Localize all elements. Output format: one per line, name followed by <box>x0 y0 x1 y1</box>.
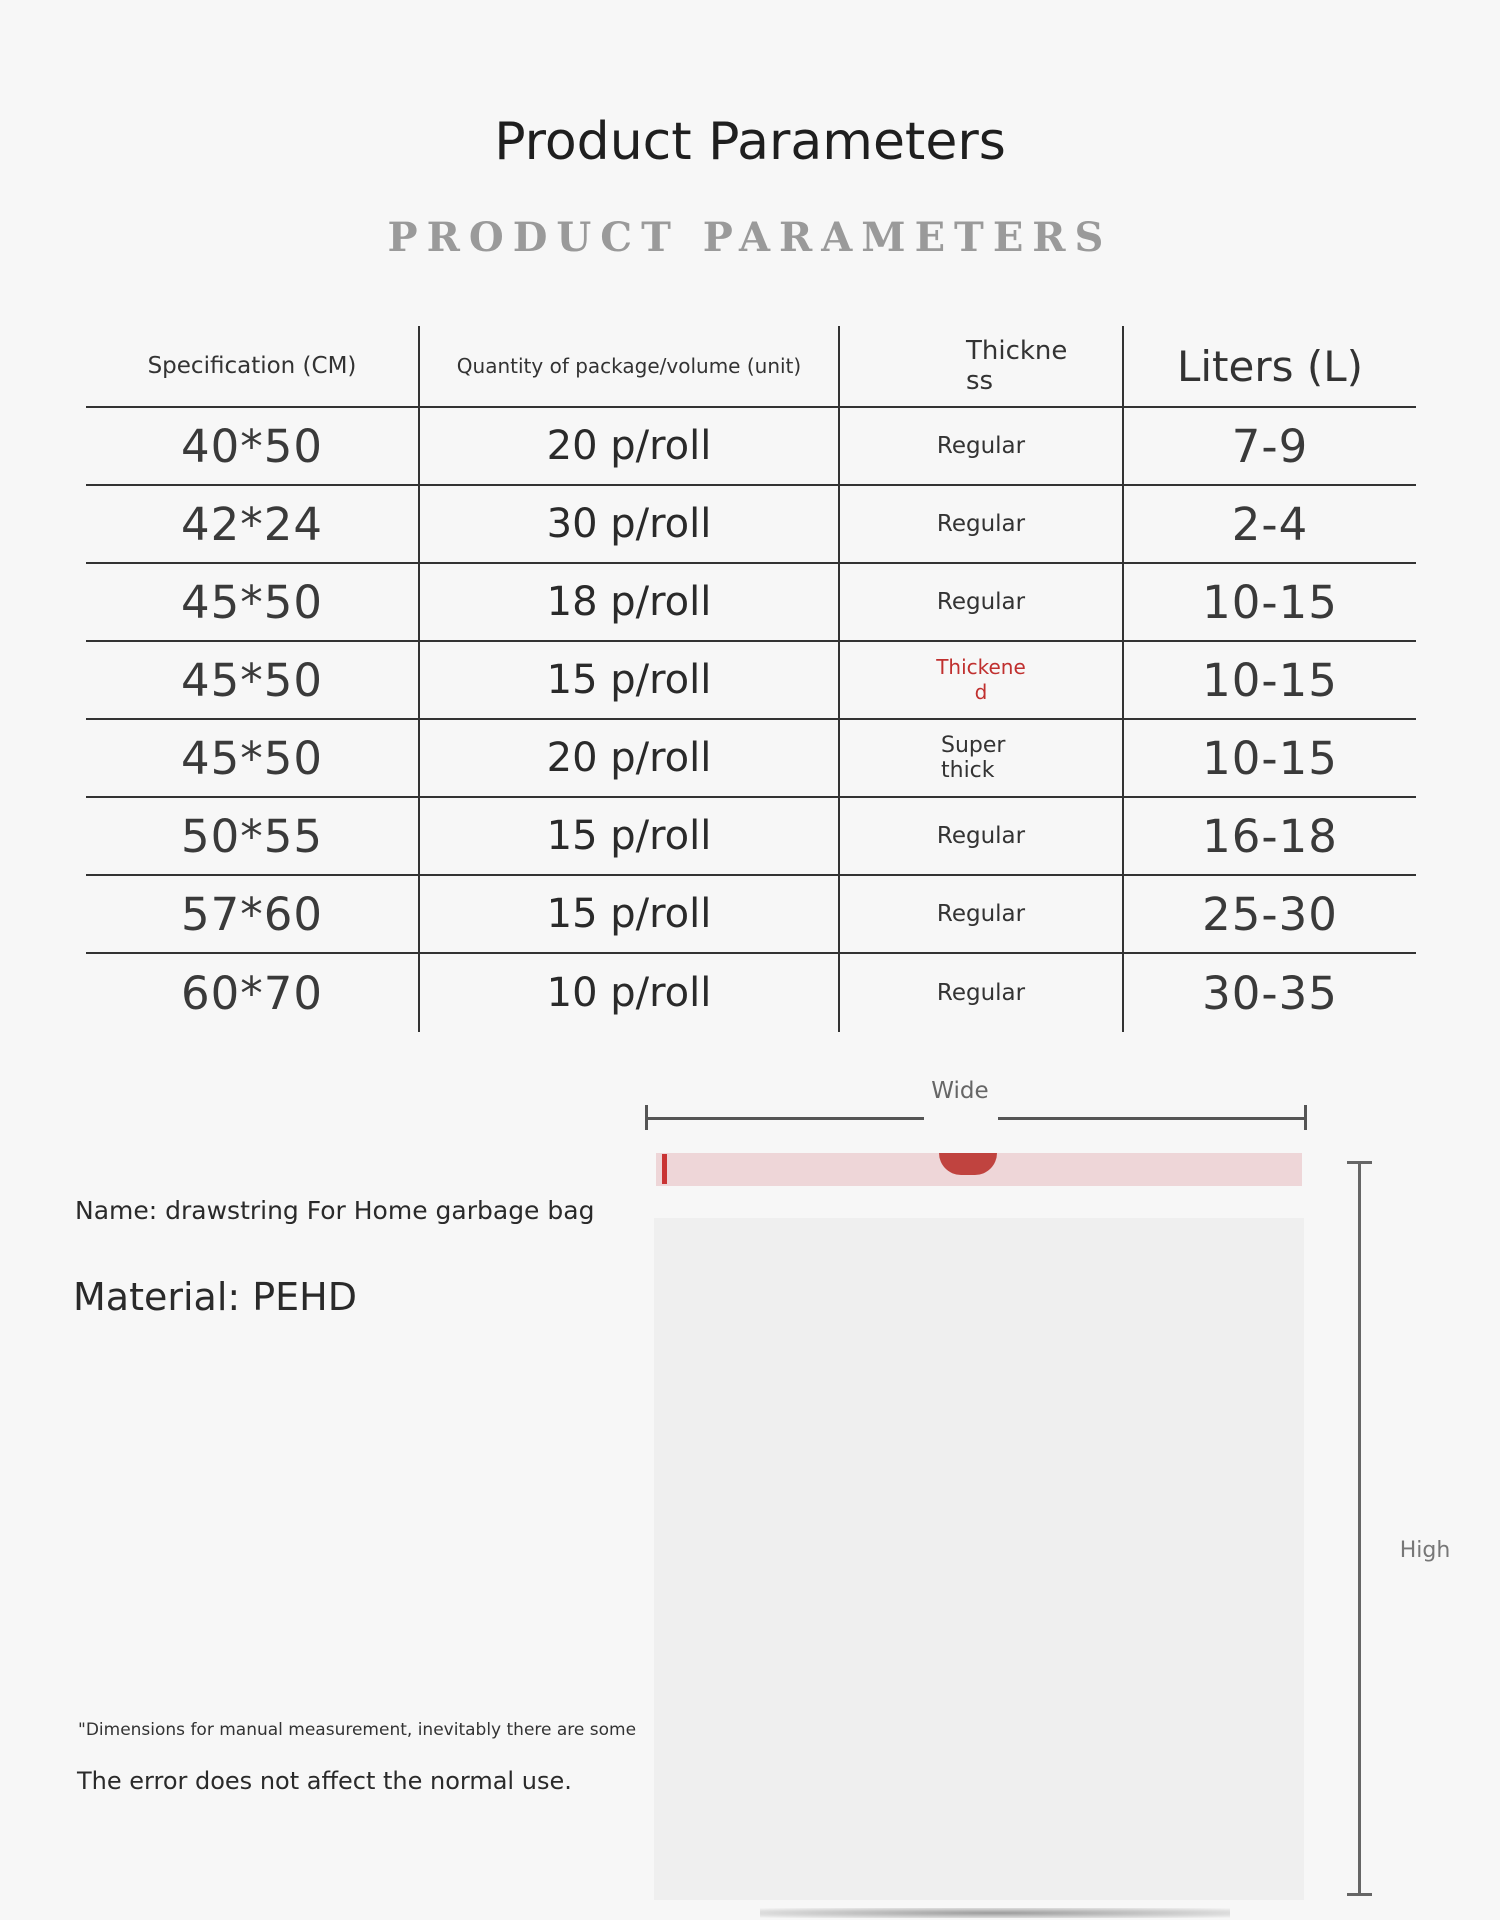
cell-liters: 7-9 <box>1123 407 1416 485</box>
table-header-row <box>86 326 1416 407</box>
header-liters: Liters (L) <box>1123 326 1416 407</box>
measurement-note-line1: "Dimensions for manual measurement, inevitably there are some <box>78 1720 637 1740</box>
cell-quantity: 15 p/roll <box>419 641 839 719</box>
cell-liters: 25-30 <box>1123 875 1416 953</box>
bag-body <box>654 1218 1304 1900</box>
cell-liters: 10-15 <box>1123 641 1416 719</box>
wide-dimension-line-left <box>646 1117 924 1120</box>
cell-spec: 50*55 <box>86 797 419 875</box>
cell-spec: 57*60 <box>86 875 419 953</box>
table-row <box>86 719 1416 797</box>
wide-tick-left <box>645 1105 648 1130</box>
cell-spec: 45*50 <box>86 641 419 719</box>
cell-thickness: Super thick <box>839 719 1123 797</box>
table-row <box>86 641 1416 719</box>
bag-shadow <box>760 1908 1230 1918</box>
header-thickness: Thickness <box>839 326 1123 407</box>
cell-thickness: Regular <box>839 953 1123 1032</box>
high-label: High <box>1399 1538 1451 1563</box>
wide-tick-right <box>1304 1105 1307 1130</box>
cell-thickness: Regular <box>839 563 1123 641</box>
cell-spec: 40*50 <box>86 407 419 485</box>
cell-quantity: 20 p/roll <box>419 407 839 485</box>
parameters-table <box>86 326 1416 1032</box>
cell-thickness: Regular <box>839 875 1123 953</box>
high-dimension-line <box>1358 1162 1361 1895</box>
cell-thickness: Thickened <box>839 641 1123 719</box>
cell-thickness: Regular <box>839 407 1123 485</box>
product-material: Material: PEHD <box>73 1275 358 1319</box>
cell-quantity: 10 p/roll <box>419 953 839 1032</box>
wide-label: Wide <box>931 1078 989 1104</box>
table-row <box>86 485 1416 563</box>
cell-spec: 45*50 <box>86 563 419 641</box>
table-row <box>86 875 1416 953</box>
cell-spec: 60*70 <box>86 953 419 1032</box>
header-quantity: Quantity of package/volume (unit) <box>419 326 839 407</box>
header-specification: Specification (CM) <box>86 326 419 407</box>
table-row <box>86 797 1416 875</box>
bag-band-marker <box>662 1154 667 1184</box>
product-name: Name: drawstring For Home garbage bag <box>75 1196 595 1225</box>
cell-liters: 10-15 <box>1123 563 1416 641</box>
high-tick-bottom <box>1347 1893 1372 1896</box>
cell-thickness: Regular <box>839 485 1123 563</box>
wide-dimension-line-right <box>998 1117 1306 1120</box>
cell-quantity: 20 p/roll <box>419 719 839 797</box>
cell-liters: 30-35 <box>1202 966 1338 1020</box>
cell-liters: 2-4 <box>1123 485 1416 563</box>
table-row <box>86 563 1416 641</box>
page-subtitle: PRODUCT PARAMETERS <box>387 214 1113 261</box>
table-row <box>86 407 1416 485</box>
cell-quantity: 15 p/roll <box>419 875 839 953</box>
measurement-note-line2: The error does not affect the normal use. <box>77 1767 572 1795</box>
cell-quantity: 30 p/roll <box>419 485 839 563</box>
cell-liters: 10-15 <box>1123 719 1416 797</box>
page-title: Product Parameters <box>494 112 1006 172</box>
high-tick-top <box>1347 1161 1372 1164</box>
cell-spec: 42*24 <box>86 485 419 563</box>
table-row <box>86 953 1416 1032</box>
cell-quantity: 18 p/roll <box>419 563 839 641</box>
cell-liters: 16-18 <box>1123 797 1416 875</box>
cell-thickness: Regular <box>839 797 1123 875</box>
cell-spec: 45*50 <box>86 719 419 797</box>
cell-quantity: 15 p/roll <box>419 797 839 875</box>
